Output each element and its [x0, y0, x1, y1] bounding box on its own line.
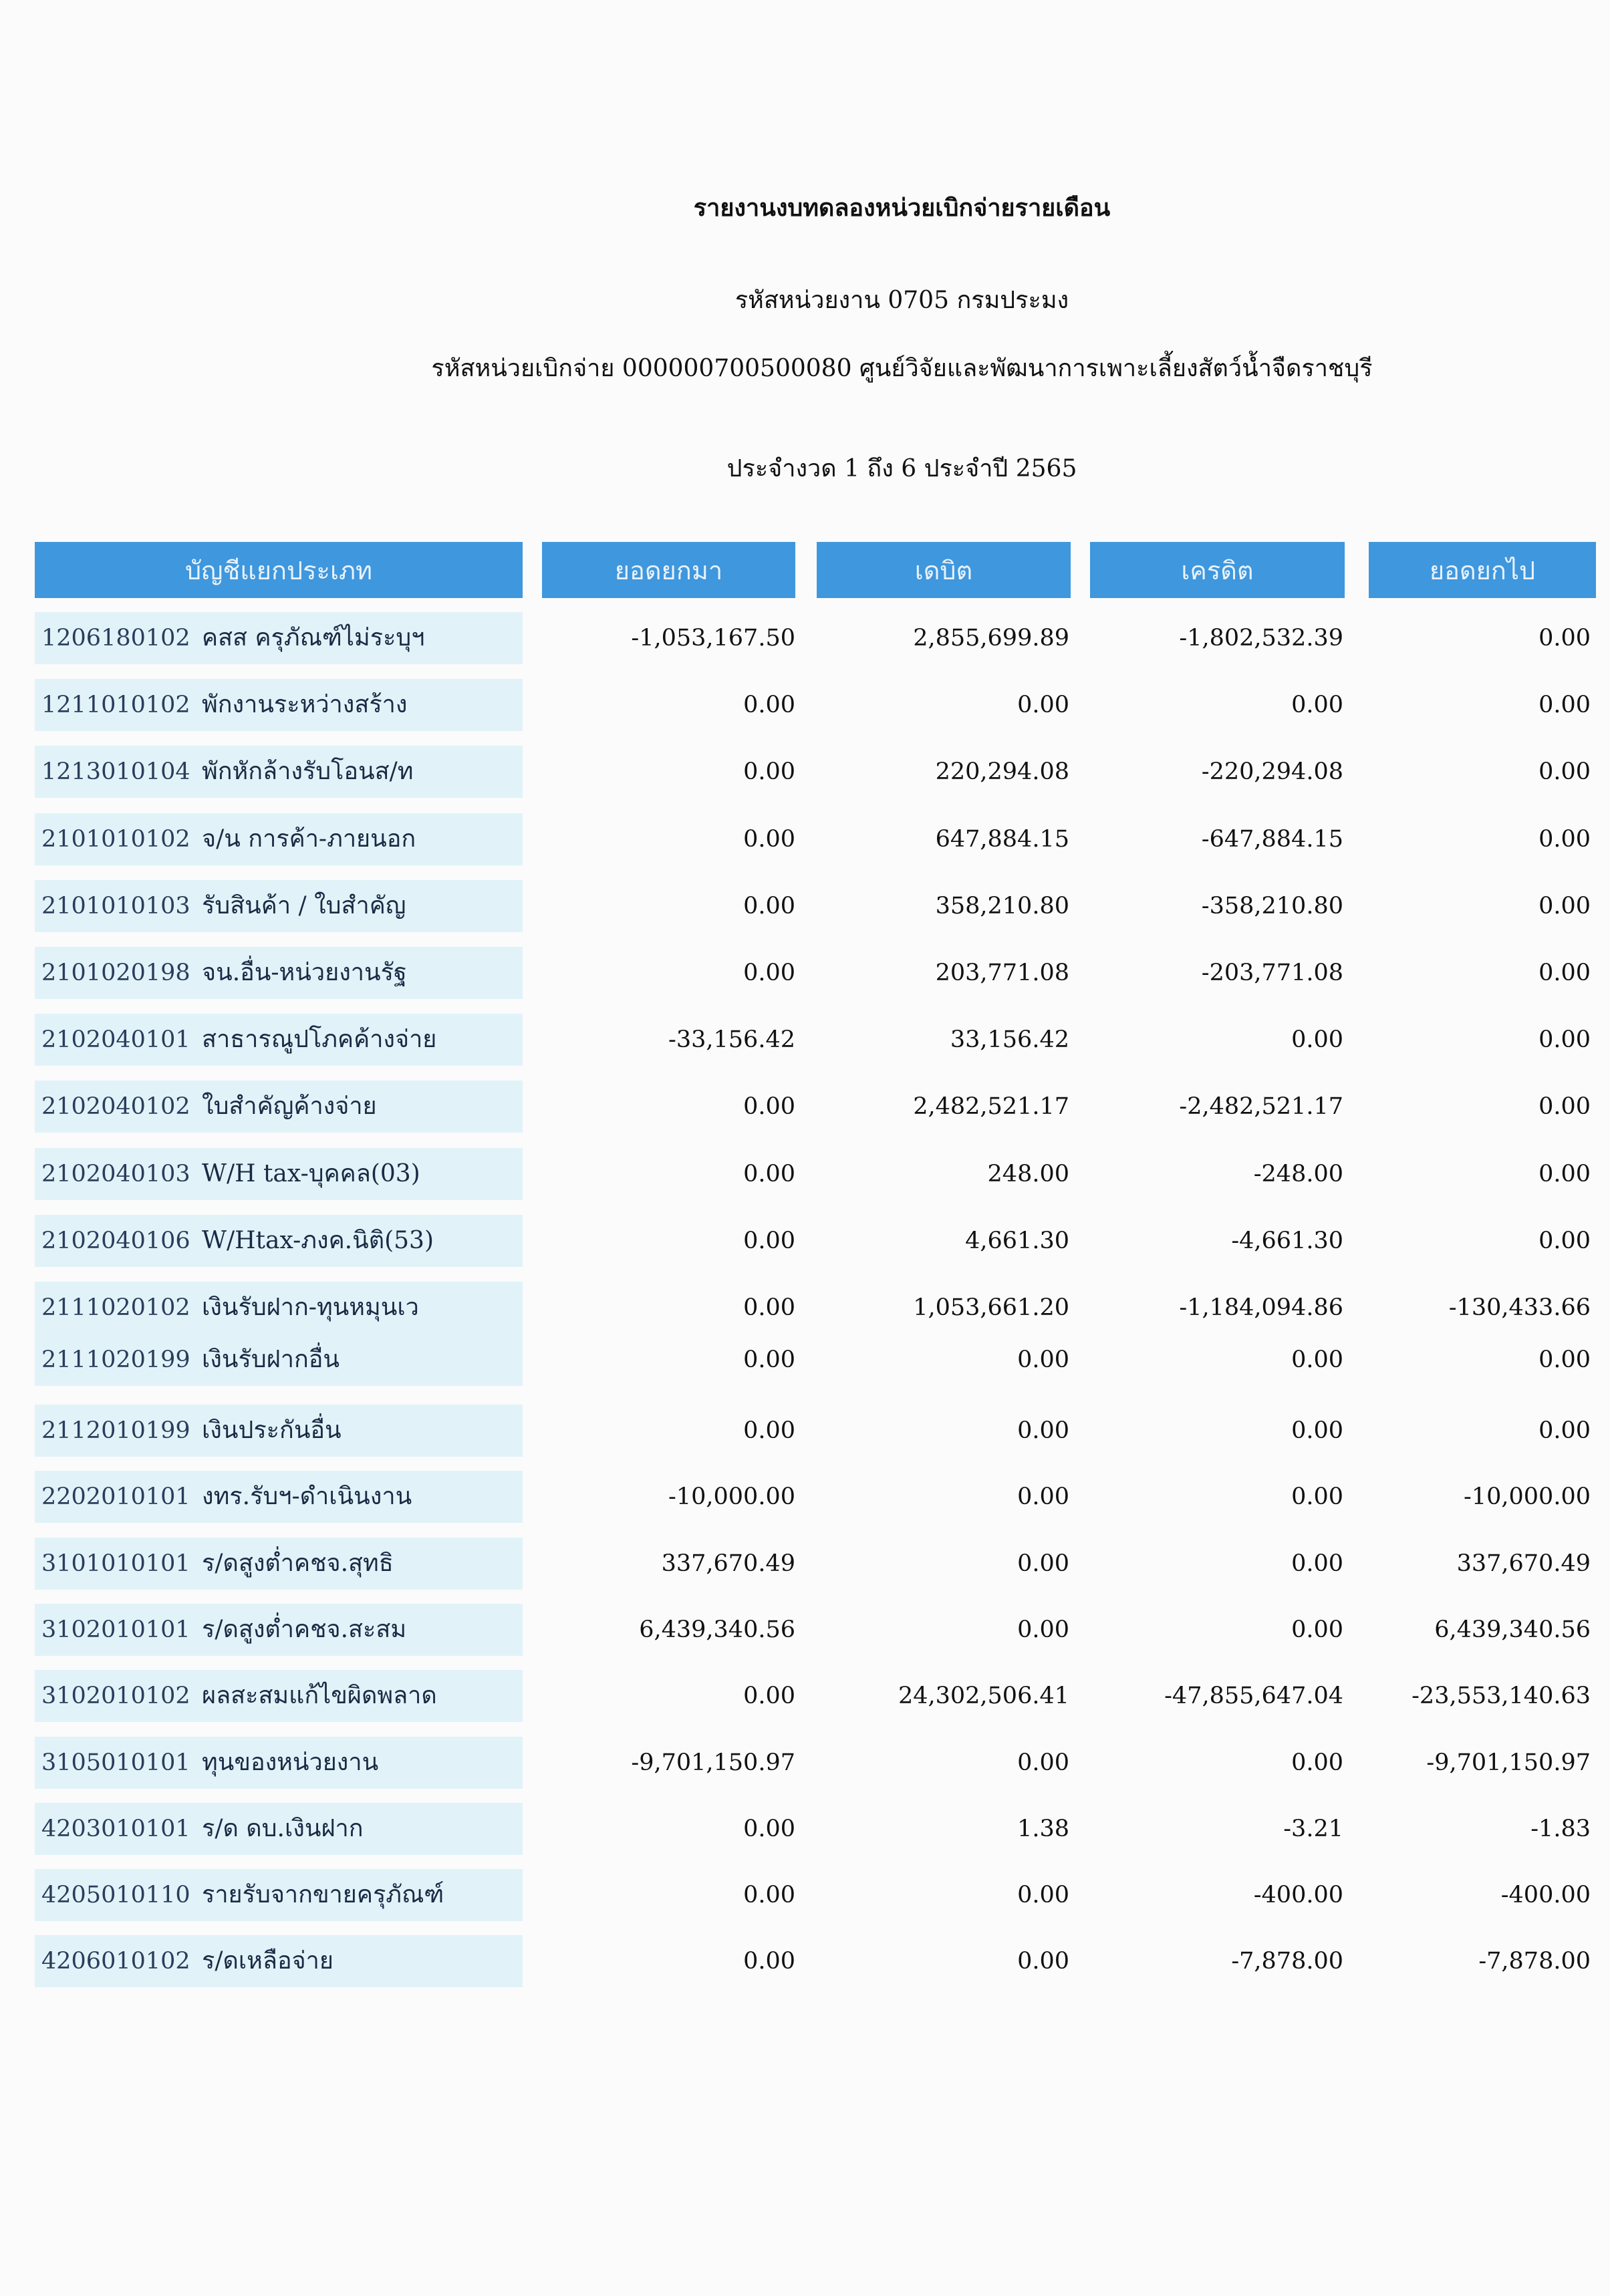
closing-balance: 0.00	[1538, 1346, 1591, 1373]
account-code: 2102040103	[41, 1161, 190, 1187]
account-code: 2101010102	[41, 826, 190, 853]
credit-amount: 0.00	[1291, 1550, 1343, 1577]
debit-amount: 0.00	[1017, 1616, 1069, 1643]
credit-amount: 0.00	[1291, 1026, 1343, 1053]
table-row	[0, 679, 1610, 732]
account-code: 1211010102	[41, 692, 190, 718]
table-row	[0, 1935, 1610, 1989]
debit-amount: 203,771.08	[935, 960, 1069, 986]
account-name: ผลสะสมแก้ไขผิดพลาด	[202, 1682, 437, 1709]
opening-balance: 0.00	[743, 1948, 795, 1975]
table-row	[0, 1215, 1610, 1268]
table-row	[0, 1670, 1610, 1723]
opening-balance: -33,156.42	[668, 1026, 795, 1053]
debit-amount: 0.00	[1017, 692, 1069, 718]
account-name: เงินประกันอื่น	[202, 1417, 342, 1444]
opening-balance: 0.00	[743, 758, 795, 785]
closing-balance: 0.00	[1538, 1161, 1591, 1187]
table-row	[0, 1014, 1610, 1067]
account-name: รับสินค้า / ใบสำคัญ	[202, 892, 406, 919]
credit-amount: -220,294.08	[1201, 758, 1343, 785]
debit-amount: 647,884.15	[935, 826, 1069, 853]
closing-balance: 0.00	[1538, 1093, 1591, 1120]
closing-balance: -10,000.00	[1464, 1483, 1591, 1510]
account-code: 2112010199	[41, 1417, 190, 1444]
account-code: 2101010103	[41, 893, 190, 919]
credit-amount: -400.00	[1253, 1882, 1343, 1908]
opening-balance: 337,670.49	[661, 1550, 795, 1577]
account-name: ร/ดสูงต่ำคชจ.สะสม	[202, 1616, 407, 1643]
report-title: รายงานงบทดลองหน่วยเบิกจ่ายรายเดือน	[693, 194, 1111, 222]
account-code: 3102010101	[41, 1616, 190, 1643]
credit-amount: 0.00	[1291, 1346, 1343, 1373]
table-row	[0, 1081, 1610, 1134]
credit-amount: -4,661.30	[1231, 1228, 1343, 1254]
account-name: ร/ดเหลือจ่าย	[202, 1947, 333, 1975]
opening-balance: 0.00	[743, 1683, 795, 1709]
credit-amount: 0.00	[1291, 1616, 1343, 1643]
closing-balance: 0.00	[1538, 826, 1591, 853]
column-header-opening: ยอดยกมา	[542, 542, 795, 598]
opening-balance: 0.00	[743, 960, 795, 986]
debit-amount: 2,482,521.17	[913, 1093, 1069, 1120]
account-name: พักงานระหว่างสร้าง	[202, 691, 408, 718]
account-name: ร/ดสูงต่ำคชจ.สุทธิ	[202, 1550, 394, 1577]
account-code: 3102010102	[41, 1683, 190, 1709]
account-name: ร/ด ดบ.เงินฝาก	[202, 1815, 364, 1842]
account-code: 2202010101	[41, 1483, 190, 1510]
column-header-account: บัญชีแยกประเภท	[35, 542, 523, 598]
opening-balance: 0.00	[743, 1093, 795, 1120]
debit-amount: 33,156.42	[950, 1026, 1069, 1053]
debit-amount: 0.00	[1017, 1948, 1069, 1975]
table-row	[0, 1538, 1610, 1591]
closing-balance: 6,439,340.56	[1434, 1616, 1591, 1643]
account-name: คสส ครุภัณฑ์ไม่ระบุฯ	[202, 624, 425, 652]
table-row	[0, 1282, 1610, 1335]
closing-balance: 337,670.49	[1456, 1550, 1591, 1577]
debit-amount: 0.00	[1017, 1749, 1069, 1776]
closing-balance: 0.00	[1538, 758, 1591, 785]
debit-amount: 248.00	[987, 1161, 1069, 1187]
table-row	[0, 1803, 1610, 1856]
debit-amount: 0.00	[1017, 1882, 1069, 1908]
debit-amount: 4,661.30	[965, 1228, 1069, 1254]
account-name: ใบสำคัญค้างจ่าย	[202, 1093, 377, 1120]
debit-amount: 0.00	[1017, 1417, 1069, 1444]
table-row	[0, 1334, 1610, 1387]
account-name: รายรับจากขายครุภัณฑ์	[202, 1881, 444, 1908]
opening-balance: 0.00	[743, 692, 795, 718]
opening-balance: 0.00	[743, 1882, 795, 1908]
report-period: ประจำงวด 1 ถึง 6 ประจำปี 2565	[726, 455, 1077, 482]
debit-amount: 2,855,699.89	[913, 625, 1069, 652]
table-row	[0, 1604, 1610, 1657]
table-row	[0, 1869, 1610, 1922]
account-code: 3101010101	[41, 1550, 190, 1577]
account-name: W/H tax-บุคคล(03)	[202, 1160, 420, 1187]
closing-balance: 0.00	[1538, 1417, 1591, 1444]
credit-amount: -2,482,521.17	[1179, 1093, 1343, 1120]
opening-balance: 0.00	[743, 1346, 795, 1373]
table-row	[0, 746, 1610, 799]
table-row	[0, 813, 1610, 867]
opening-balance: -10,000.00	[668, 1483, 795, 1510]
table-row	[0, 947, 1610, 1000]
closing-balance: -130,433.66	[1448, 1294, 1591, 1321]
closing-balance: -23,553,140.63	[1412, 1683, 1591, 1709]
closing-balance: -7,878.00	[1478, 1948, 1591, 1975]
opening-balance: -9,701,150.97	[631, 1749, 795, 1776]
closing-balance: 0.00	[1538, 960, 1591, 986]
debit-amount: 0.00	[1017, 1483, 1069, 1510]
credit-amount: -7,878.00	[1231, 1948, 1343, 1975]
debit-amount: 220,294.08	[935, 758, 1069, 785]
credit-amount: 0.00	[1291, 1417, 1343, 1444]
closing-balance: 0.00	[1538, 692, 1591, 718]
account-name: งทร.รับฯ-ดำเนินงาน	[202, 1483, 412, 1510]
credit-amount: -1,184,094.86	[1179, 1294, 1343, 1321]
account-code: 4205010110	[41, 1882, 190, 1908]
account-code: 2101020198	[41, 960, 190, 986]
debit-amount: 1.38	[1017, 1816, 1069, 1842]
opening-balance: 0.00	[743, 1228, 795, 1254]
account-name: W/Htax-ภงค.นิติ(53)	[202, 1227, 434, 1254]
table-row	[0, 1405, 1610, 1458]
account-name: เงินรับฝาก-ทุนหมุนเว	[202, 1294, 419, 1321]
account-name: จ/น การค้า-ภายนอก	[202, 825, 416, 853]
closing-balance: 0.00	[1538, 1228, 1591, 1254]
account-name: จน.อื่น-หน่วยงานรัฐ	[202, 959, 407, 986]
debit-amount: 1,053,661.20	[913, 1294, 1069, 1321]
account-code: 1213010104	[41, 758, 190, 785]
credit-amount: -358,210.80	[1201, 893, 1343, 919]
closing-balance: 0.00	[1538, 1026, 1591, 1053]
account-code: 2102040106	[41, 1228, 190, 1254]
credit-amount: 0.00	[1291, 1749, 1343, 1776]
table-row	[0, 1737, 1610, 1790]
opening-balance: 0.00	[743, 1294, 795, 1321]
opening-balance: 6,439,340.56	[639, 1616, 795, 1643]
account-name: สาธารณูปโภคค้างจ่าย	[202, 1026, 437, 1053]
credit-amount: -47,855,647.04	[1164, 1683, 1343, 1709]
account-code: 2111020199	[41, 1346, 190, 1373]
table-row	[0, 1148, 1610, 1201]
account-code: 4203010101	[41, 1816, 190, 1842]
account-name: เงินรับฝากอื่น	[202, 1346, 340, 1373]
credit-amount: -1,802,532.39	[1179, 625, 1343, 652]
debit-amount: 24,302,506.41	[898, 1683, 1069, 1709]
closing-balance: -1.83	[1530, 1816, 1591, 1842]
credit-amount: -647,884.15	[1201, 826, 1343, 853]
account-code: 2111020102	[41, 1294, 190, 1321]
agency-code: รหัสหน่วยงาน 0705 กรมประมง	[734, 287, 1069, 314]
debit-amount: 0.00	[1017, 1550, 1069, 1577]
opening-balance: 0.00	[743, 1816, 795, 1842]
opening-balance: 0.00	[743, 893, 795, 919]
credit-amount: -248.00	[1253, 1161, 1343, 1187]
debit-amount: 358,210.80	[935, 893, 1069, 919]
table-row	[0, 1471, 1610, 1524]
credit-amount: -203,771.08	[1201, 960, 1343, 986]
closing-balance: -400.00	[1500, 1882, 1591, 1908]
credit-amount: 0.00	[1291, 692, 1343, 718]
closing-balance: 0.00	[1538, 893, 1591, 919]
credit-amount: -3.21	[1283, 1816, 1343, 1842]
account-code: 4206010102	[41, 1948, 190, 1975]
closing-balance: -9,701,150.97	[1426, 1749, 1591, 1776]
closing-balance: 0.00	[1538, 625, 1591, 652]
credit-amount: 0.00	[1291, 1483, 1343, 1510]
table-row	[0, 880, 1610, 934]
table-row	[0, 612, 1610, 666]
account-name: ทุนของหน่วยงาน	[202, 1749, 379, 1776]
debit-amount: 0.00	[1017, 1346, 1069, 1373]
column-header-debit: เดบิต	[817, 542, 1071, 598]
disbursing-unit: รหัสหน่วยเบิกจ่าย 000000700500080 ศูนย์วิจัยและพัฒนาการเพาะเลี้ยงสัตว์น้ำจืดราชบุรี	[431, 355, 1373, 382]
column-header-closing: ยอดยกไป	[1369, 542, 1596, 598]
opening-balance: -1,053,167.50	[631, 625, 795, 652]
column-header-credit: เครดิต	[1090, 542, 1345, 598]
opening-balance: 0.00	[743, 826, 795, 853]
account-code: 2102040102	[41, 1093, 190, 1120]
opening-balance: 0.00	[743, 1161, 795, 1187]
account-code: 1206180102	[41, 625, 190, 652]
opening-balance: 0.00	[743, 1417, 795, 1444]
account-code: 2102040101	[41, 1026, 190, 1053]
account-name: พักหักล้างรับโอนส/ท	[202, 758, 414, 785]
account-code: 3105010101	[41, 1749, 190, 1776]
